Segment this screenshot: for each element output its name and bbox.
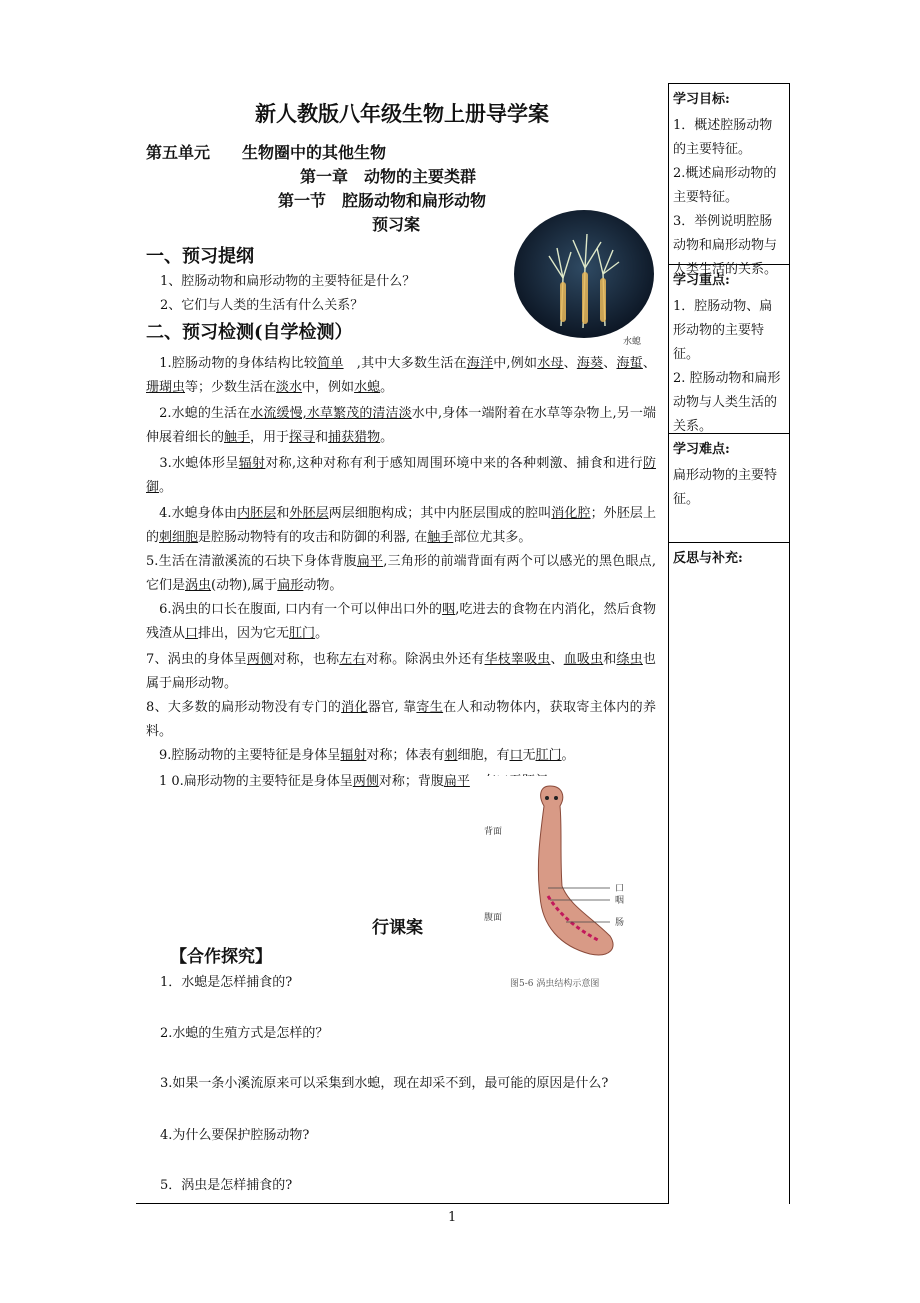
answer-blank: 消化 bbox=[341, 700, 368, 715]
item-text: 和 bbox=[603, 652, 617, 667]
coop-question: 1．水螅是怎样捕食的? bbox=[160, 975, 293, 990]
item-text: 和 bbox=[315, 430, 329, 445]
answer-blank: 海蜇 bbox=[616, 356, 643, 371]
answer-blank: 海洋 bbox=[466, 356, 494, 371]
answer-blank: 消化腔 bbox=[551, 506, 591, 521]
item-text: 对称，也称 bbox=[273, 652, 340, 667]
item-text: 、 bbox=[603, 356, 617, 371]
item-text: 2.水螅的生活在 bbox=[146, 406, 251, 421]
item-text: 和 bbox=[276, 506, 290, 521]
unit-heading: 第五单元 生物圈中的其他生物 bbox=[146, 143, 387, 162]
item-text: 中,例如 bbox=[493, 356, 538, 371]
check-item bbox=[146, 648, 656, 696]
item-text: 9.腔肠动物的主要特征是身体呈 bbox=[146, 748, 341, 763]
dorsal-label: 背面 bbox=[484, 827, 503, 837]
item-text: ,吃进去的食物在内消化，然后食物残渣从 bbox=[146, 602, 656, 641]
answer-blank: 内胚层 bbox=[237, 506, 277, 521]
coop-question: 5．涡虫是怎样捕食的? bbox=[160, 1178, 293, 1193]
answer-blank: 探寻 bbox=[289, 430, 316, 445]
item-text: 对称；背腹 bbox=[378, 774, 444, 789]
class-heading: 行课案 bbox=[372, 918, 423, 938]
answer-blank: 水螅 bbox=[354, 380, 381, 395]
goal-item: 1．概述腔肠动物的主要特征。 bbox=[673, 118, 773, 157]
outline-question: 2、它们与人类的生活有什么关系？ bbox=[160, 298, 364, 313]
ventral-label: 腹面 bbox=[484, 913, 503, 923]
answer-blank: 扁形 bbox=[277, 578, 304, 593]
item-text: 也属于扁形动物。 bbox=[146, 652, 656, 691]
item-text: 5.生活在清澈溪流的石块下身体背腹 bbox=[146, 554, 357, 569]
planarian-diagram bbox=[470, 776, 636, 996]
answer-blank: 触手 bbox=[427, 530, 454, 545]
item-text: 6.涡虫的口长在腹面, 口内有一个可以伸出口外的 bbox=[146, 602, 443, 617]
outline-heading: 一、预习提纲 bbox=[146, 246, 254, 267]
goal-item: 2.概述扁形动物的主要特征。 bbox=[673, 166, 777, 205]
answer-blank: 左右 bbox=[339, 652, 366, 667]
intestine-label: 肠 bbox=[615, 918, 625, 928]
pharynx-label: 咽 bbox=[615, 896, 625, 906]
outline-question: 1、腔肠动物和扁形动物的主要特征是什么？ bbox=[160, 274, 416, 289]
page-number: 1 bbox=[448, 1210, 457, 1225]
reflect-title: 反思与补充: bbox=[673, 551, 743, 566]
preview-heading: 预习案 bbox=[372, 215, 421, 234]
item-text: 是腔肠动物特有的攻击和防御的利器, 在 bbox=[198, 530, 428, 545]
key-block bbox=[669, 265, 789, 434]
item-text: 等；少数生活在 bbox=[185, 380, 277, 395]
item-text: 细胞，有 bbox=[457, 748, 510, 763]
answer-blank: 两侧 bbox=[246, 652, 274, 667]
item-text: 。 bbox=[380, 380, 394, 395]
item-text: 水中,身体一端附着在水草等杂物上,另一端伸展着细长的 bbox=[146, 406, 657, 445]
coop-question: 2.水螅的生殖方式是怎样的？ bbox=[160, 1026, 329, 1041]
mouth-label: 口 bbox=[615, 884, 625, 894]
answer-blank: 捕获猎物 bbox=[328, 430, 381, 445]
answer-blank: 外胚层 bbox=[289, 506, 329, 521]
item-text: 。 bbox=[315, 626, 329, 641]
difficulty-title: 学习难点: bbox=[673, 442, 730, 457]
section-heading: 第一节 腔肠动物和扁形动物 bbox=[278, 191, 487, 210]
page-title: 新人教版八年级生物上册导学案 bbox=[255, 101, 549, 126]
key-item: 1．腔肠动物、扁形动物的主要特征。 bbox=[673, 299, 773, 362]
coop-question: 3.如果一条小溪流原来可以采集到水螅，现在却采不到，最可能的原因是什么? bbox=[160, 1076, 609, 1091]
answer-blank: 肛门 bbox=[535, 748, 562, 763]
item-text: ，用于 bbox=[250, 430, 290, 445]
key-title: 学习重点: bbox=[673, 273, 730, 288]
answer-blank: 口 bbox=[509, 748, 523, 763]
check-item bbox=[146, 598, 656, 646]
item-text: 。 bbox=[380, 430, 394, 445]
key-item: 2. 腔肠动物和扁形动物与人类生活的关系。 bbox=[673, 371, 781, 434]
check-item bbox=[146, 550, 656, 598]
item-text: 无 bbox=[522, 748, 536, 763]
item-text: 部位尤其多。 bbox=[453, 530, 532, 545]
goals-block bbox=[669, 84, 789, 277]
item-text: 对称。除涡虫外还有 bbox=[365, 652, 485, 667]
item-text: 器官, 靠 bbox=[367, 700, 417, 715]
item-text: 中，例如 bbox=[302, 380, 355, 395]
answer-blank: 扁平 bbox=[356, 554, 384, 569]
check-heading: 二、预习检测(自学检测） bbox=[146, 322, 353, 343]
answer-blank: 珊瑚虫 bbox=[146, 380, 186, 395]
item-text: ；外胚层上的 bbox=[146, 506, 656, 545]
difficulty-block bbox=[669, 434, 789, 543]
answer-blank: 刺细胞 bbox=[159, 530, 199, 545]
item-text: 7、涡虫的身体呈 bbox=[146, 652, 247, 667]
reflect-block bbox=[669, 543, 789, 577]
answer-blank: 血吸虫 bbox=[563, 652, 604, 667]
answer-blank: 辐射 bbox=[238, 456, 266, 471]
worm-caption: 图5-6 涡虫结构示意图 bbox=[510, 979, 600, 989]
item-text: 在人和动物体内，获取寄主体内的养料。 bbox=[146, 700, 656, 739]
answer-blank: 刺 bbox=[444, 748, 458, 763]
answer-blank: 口 bbox=[185, 626, 199, 641]
check-item bbox=[146, 696, 656, 744]
item-text: 、 bbox=[550, 652, 564, 667]
item-text: 。 bbox=[159, 480, 173, 495]
answer-blank: 触手 bbox=[224, 430, 251, 445]
item-text: 1 0.扁形动物的主要特征是身体呈 bbox=[146, 774, 353, 789]
item-text: 两层细胞构成；其中内胚层围成的腔叫 bbox=[328, 506, 552, 521]
hydra-photo bbox=[513, 208, 655, 348]
check-item bbox=[146, 502, 656, 550]
sidebar bbox=[668, 83, 790, 1204]
answer-blank: 寄生 bbox=[416, 700, 444, 715]
chapter-heading: 第一章 动物的主要类群 bbox=[300, 167, 477, 186]
item-text: 。 bbox=[561, 748, 575, 763]
hydra-label: 水螅 bbox=[623, 337, 642, 347]
answer-blank: 辐射 bbox=[340, 748, 367, 763]
goal-item: 3．举例说明腔肠动物和扁形动物与人类生活的关系。 bbox=[673, 214, 778, 277]
answer-blank: 肛门 bbox=[289, 626, 316, 641]
item-text: 动物。 bbox=[303, 578, 343, 593]
item-text: 4.水螅身体由 bbox=[146, 506, 238, 521]
answer-blank: 水流缓慢,水草繁茂的清洁淡 bbox=[250, 406, 412, 421]
check-item bbox=[146, 744, 656, 768]
answer-blank: 华枝睾吸虫 bbox=[484, 652, 551, 667]
item-text: 排出，因为它无 bbox=[198, 626, 290, 641]
answer-blank: 防御 bbox=[146, 456, 656, 495]
check-item bbox=[146, 402, 656, 450]
answer-blank: 水母 bbox=[537, 356, 564, 371]
answer-blank: 咽 bbox=[442, 602, 456, 617]
item-text: 对称；体表有 bbox=[366, 748, 445, 763]
item-text: (动物),属于 bbox=[211, 578, 278, 593]
answer-blank: 扁平 bbox=[443, 774, 470, 789]
coop-question: 4.为什么要保护腔肠动物? bbox=[160, 1128, 310, 1143]
coop-heading: 【合作探究】 bbox=[170, 947, 272, 967]
answer-blank: 两侧 bbox=[352, 774, 379, 789]
item-text: 3.水螅体形呈 bbox=[146, 456, 239, 471]
goals-title: 学习目标: bbox=[673, 92, 730, 107]
item-text: 1.腔肠动物的身体结构比较 bbox=[146, 356, 318, 371]
answer-blank: 海葵 bbox=[576, 356, 604, 371]
answer-blank: 简单 bbox=[317, 356, 344, 371]
item-text: 对称,这种对称有利于感知周围环境中来的各种刺激、捕食和进行 bbox=[265, 456, 643, 471]
item-text: 、 bbox=[563, 356, 577, 371]
answer-blank: 绦虫 bbox=[616, 652, 643, 667]
check-item bbox=[146, 352, 656, 400]
answer-blank: 淡水 bbox=[276, 380, 303, 395]
difficulty-item: 扁形动物的主要特征。 bbox=[673, 468, 778, 507]
item-text: ,其中大多数生活在 bbox=[343, 356, 467, 371]
item-text: 、 bbox=[642, 356, 656, 371]
check-item bbox=[146, 452, 656, 500]
answer-blank: 涡虫 bbox=[185, 578, 212, 593]
item-text: ,三角形的前端背面有两个可以感光的黑色眼点,它们是 bbox=[146, 554, 657, 593]
item-text: 8、大多数的扁形动物没有专门的 bbox=[146, 700, 342, 715]
